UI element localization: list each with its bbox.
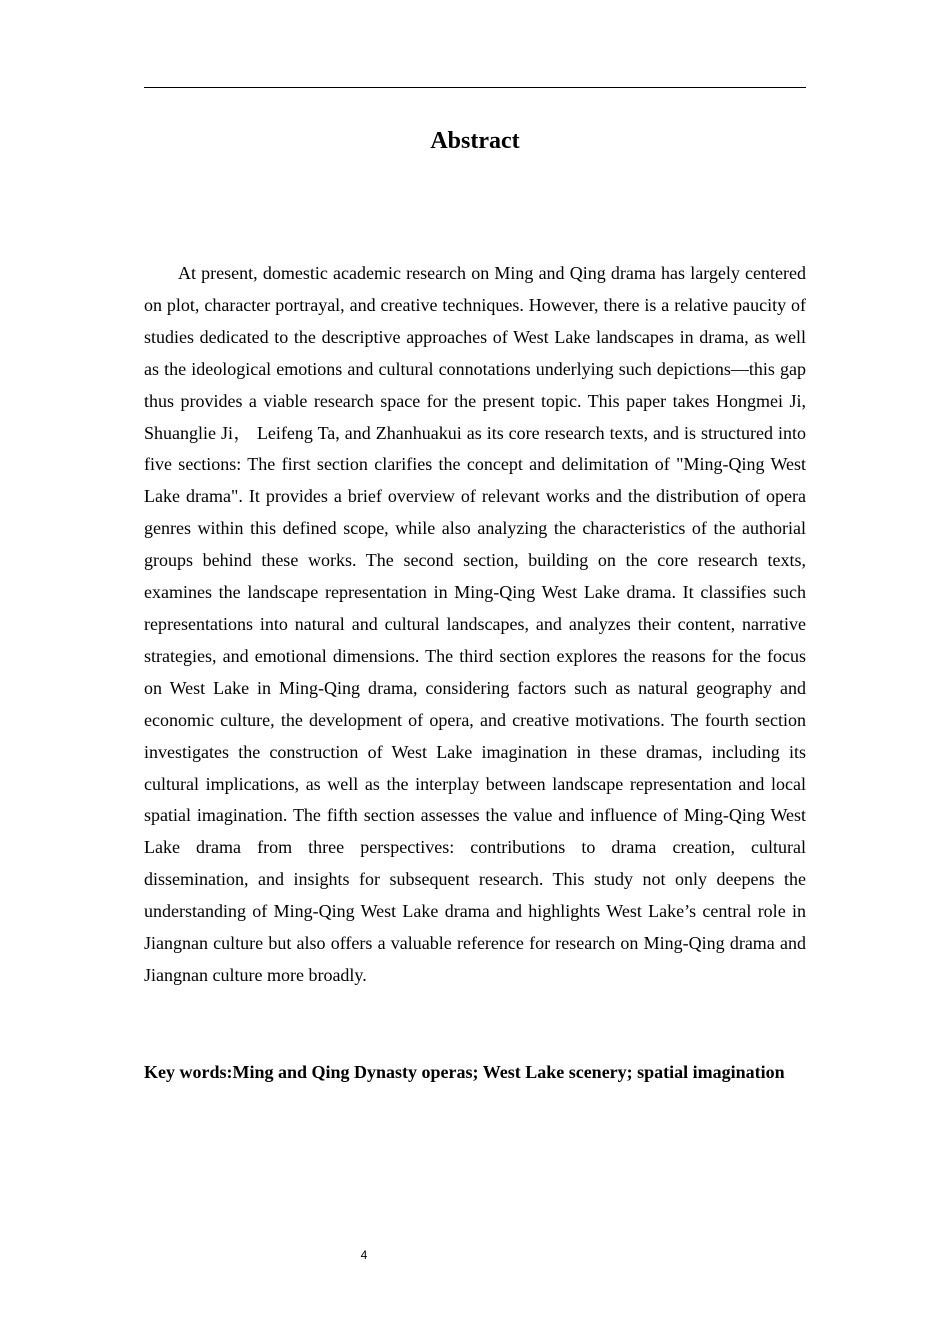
abstract-body: At present, domestic academic research on Ming and Qing drama has largely centered on plot, character portrayal, and creative techniques. However, there is a relative paucity of studies dedicated to the descriptive approaches of West Lake landscapes in drama, as well as the ideological emotions and cultural connotations underlying such depictions—this gap thus provides a viable research space for the present topic. This paper takes Hongmei Ji, Shuanglie Ji， Leifeng Ta, and Zhanhuakui as its core research texts, and is structured into five sections: The first section clarifies the concept and delimitation of "Ming-Qing West Lake drama". It provides a brief overview of relevant works and the distribution of opera genres within this defined scope, while also analyzing the characteristics of the authorial groups behind these works. The second section, building on the core research texts, examines the landscape representation in Ming-Qing West Lake drama. It classifies such representations into natural and cultural landscapes, and analyzes their content, narrative strategies, and emotional dimensions. The third section explores the reasons for the focus on West Lake in Ming-Qing drama, considering factors such as natural geography and economic culture, the development of opera, and creative motivations. The fourth section investigates the construction of West Lake imagination in these dramas, including its cultural implications, as well as the interplay between landscape representation and local spatial imagination. The fifth section assesses the value and influence of Ming-Qing West Lake drama from three perspectives: contributions to drama creation, cultural dissemination, and insights for subsequent research. This study not only deepens the understanding of Ming-Qing West Lake drama and highlights West Lake’s central role in Jiangnan culture but also offers a valuable reference for research on Ming-Qing drama and Jiangnan culture more broadly. bbox=[144, 263, 806, 985]
page-number: 4 bbox=[360, 1248, 368, 1262]
abstract-title: Abstract bbox=[430, 128, 520, 154]
header-rule bbox=[144, 87, 806, 88]
keywords: Key words:Ming and Qing Dynasty operas; West Lake scenery; spatial imagination bbox=[144, 1062, 785, 1082]
